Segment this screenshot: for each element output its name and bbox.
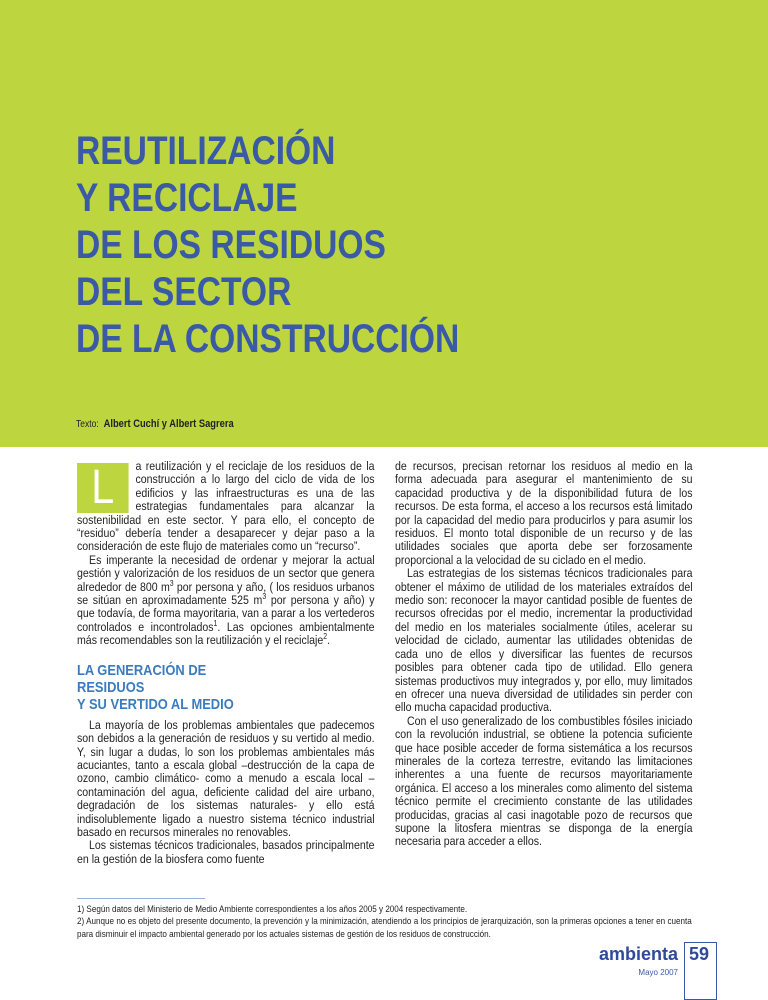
title-line: DE LA CONSTRUCCIÓN (76, 317, 460, 361)
footnote: 2) Aunque no es objeto del presente documento, la prevención y la minimización, atendiendo a los principios de jerarquización, son la primeras opciones a tener en cuenta para disminuir el impacto ambiental generado por los actuales sistemas de gestión de los residuos de construcción. (77, 916, 692, 939)
paragraph: Los sistemas técnicos tradicionales, basados principalmente en la gestión de la biosfera como fuente (77, 838, 375, 866)
article-title (76, 128, 459, 363)
issue-date: Mayo 2007 (638, 968, 678, 977)
title-line: REUTILIZACIÓN (76, 129, 336, 173)
title-line: DEL SECTOR (76, 270, 292, 314)
paragraph-text: Es imperante la necesidad de ordenar y mejorar la actual gestión y valorización de los residuos de un sector que genera alrededor de 800 m (77, 552, 375, 594)
superscript: 3 (169, 578, 174, 588)
heading-line: LA GENERACIÓN DE (77, 661, 207, 679)
paragraph: de recursos, precisan retornar los residuos al medio en la forma adecuada para asegurar el mantenimiento de su capacidad productiva y de la disponibilidad futura de los recursos. De esta forma, el acceso a los recursos está limitado por la capacidad del medio para producirlos y para asumir los residuos. El monto total disponible de un recurso y de las utilidades sociales que aporta debe ser forzosamente proporcional a la velocidad de su ciclado en el medio. (395, 459, 693, 567)
paragraph-text: por persona y año) y que todavía, de forma mayoritaria, van a parar a los vertederos controlados e incontrolados (77, 593, 375, 634)
paragraph-text: a reutilización y el reciclaje de los residuos de la construcción a lo largo del ciclo de vida de los edificios y las infraestructuras es una de las estrategias fundamentales para alcanzar la sostenibilidad en este sector. Y para ello, el concepto de “residuo” debería tender a desaparecer y dejar paso a la consideración de este flujo de materiales como un “recurso”. (77, 459, 375, 554)
paragraph-text: . Las opciones ambientalmente más recomendables son la reutilización y el reciclaje (77, 619, 375, 648)
paragraph-text: . (327, 633, 331, 648)
footnotes (77, 903, 692, 940)
title-line: Y RECICLAJE (76, 176, 298, 220)
left-column (77, 460, 375, 866)
paragraph: Las estrategias de los sistemas técnicos tradicionales para obtener el máximo de utilidad de los materiales extraídos del medio son: reconocer la mayor cantidad posible de fuentes de recursos ofrecidas por el medio, incrementar la productividad del medio en los materiales socialmente útiles, acelerar su velocidad de ciclado, aumentar las utilidades obtenidas de cada uno de ellos y diversificar las fuentes de recursos posibles para obtener cada tipo de utilidad. Ello genera sistemas productivos muy integrados y, por ello, muy limitados en ofrecer una nueva diversidad de utilidades sin perder con ello mucha capacidad productiva. (395, 566, 693, 715)
drop-cap: L (77, 463, 129, 513)
right-column (395, 460, 693, 849)
heading-line: RESIDUOS (77, 678, 145, 696)
footnote-ref: 2 (323, 632, 328, 642)
superscript: 3 (262, 591, 267, 601)
section-heading (77, 662, 375, 713)
footnote-ref: 1 (213, 618, 218, 628)
paragraph: La mayoría de los problemas ambientales que padecemos son debidos a la generación de residuos y su vertido al medio. Y, sin lugar a dudas, lo son los problemas ambientales más acuciantes, tanto a escala global –destrucción de la capa de ozono, cambio climático- como a menudo a escala local –contaminación del agua, deficiente calidad del aire urbano, degradación de los sistemas naturales- y ello está indisolublemente ligado a nuestro sistema técnico industrial basado en recursos minerales no renovables. (77, 717, 375, 839)
paragraph: Con el uso generalizado de los combustibles fósiles iniciado con la revolución industrial, se obtiene la potencia suficiente que hace posible acceder de forma sistemática a los recursos minerales de la corteza terrestre, evitando las limitaciones inherentes a una fuente de recursos mayoritariamente orgánica. El acceso a los minerales como alimento del sistema técnico permite el crecimiento constante de las utilidades producidas, gracias al casi inagotable pozo de recursos que supone la litosfera mientras se disponga de la energía necesaria para acceder a ellos. (395, 713, 693, 849)
footnote-divider (77, 898, 205, 899)
intro-paragraph (77, 460, 375, 554)
byline-label: Texto: (76, 419, 99, 430)
magazine-name: ambienta (598, 944, 678, 964)
paragraph-text: por persona y año, ( los residuos urbanos se sitúan en aproximadamente 525 m (77, 579, 375, 608)
byline-authors: Albert Cuchí y Albert Sagrera (103, 418, 234, 430)
title-line: DE LOS RESIDUOS (76, 223, 386, 267)
heading-line: Y SU VERTIDO AL MEDIO (77, 695, 234, 713)
byline (76, 417, 234, 432)
paragraph (77, 554, 375, 648)
footnote: 1) Según datos del Ministerio de Medio Ambiente correspondientes a los años 2005 y 2004 respectivamente. (77, 904, 468, 914)
page-number: 59 (689, 944, 710, 964)
